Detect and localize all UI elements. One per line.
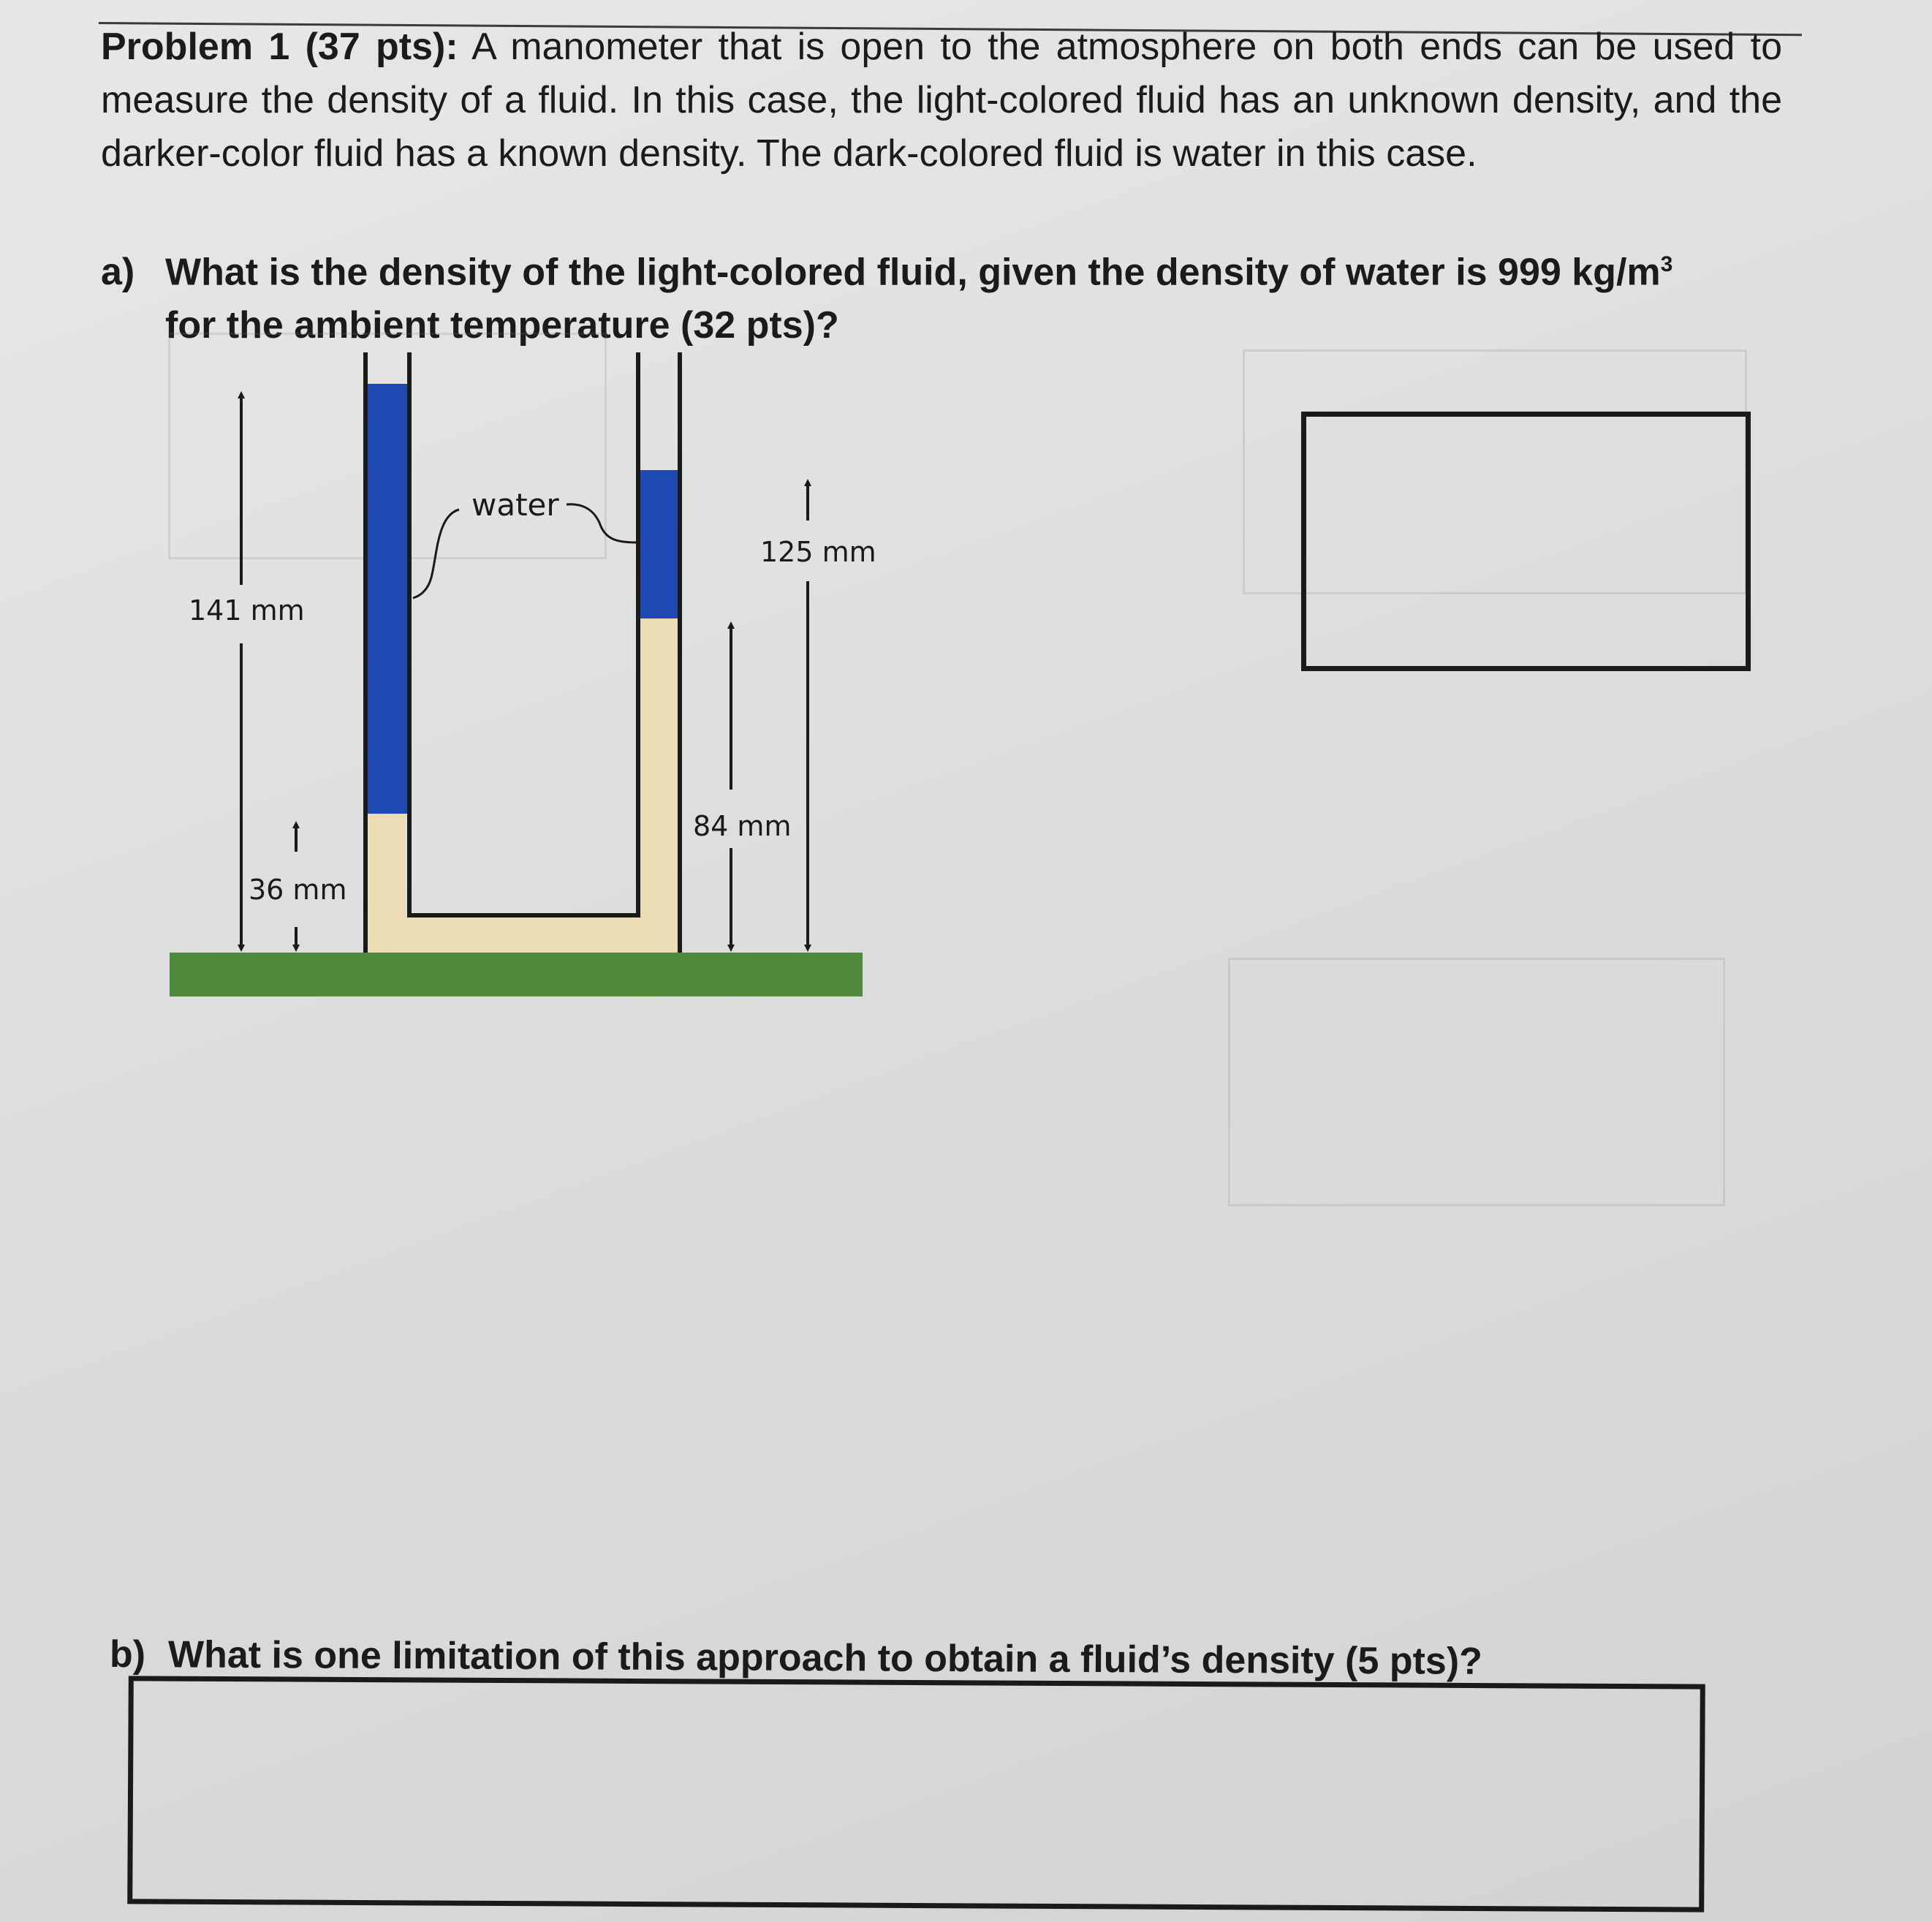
- part-a-answer-box[interactable]: [1301, 412, 1751, 671]
- ground-strip: [170, 953, 863, 996]
- part-a-text-line2: for the ambient temperature (32 pts)?: [165, 304, 839, 347]
- dim-125-label: 125 mm: [760, 536, 876, 568]
- water-label: water: [471, 487, 559, 523]
- water-leader-left: [413, 510, 459, 598]
- water-leader-right: [567, 504, 636, 542]
- part-b-answer-box[interactable]: [127, 1676, 1705, 1912]
- problem-body: A manometer that is open to the atmosphere on both ends can be used to measure the density of a fluid. In this case, the light-colored fluid has an unknown density, and the darker-color fluid has a known density. The dark-colored fluid is water in this case.: [101, 26, 1782, 175]
- dim-84-label: 84 mm: [693, 810, 792, 842]
- part-a-label: a): [101, 251, 135, 294]
- light-fluid: [365, 618, 678, 953]
- part-a-text-line1: What is the density of the light-colored fluid, given the density of water is 999 kg/m: [165, 251, 1661, 294]
- dim-36-label: 36 mm: [249, 874, 347, 906]
- part-a-superscript: 3: [1660, 252, 1673, 276]
- part-b-label: b): [109, 1633, 146, 1676]
- water-left-column: [365, 384, 408, 814]
- dim-141-label: 141 mm: [189, 594, 305, 627]
- part-b-text: What is one limitation of this approach to obtain a fluid’s density (5 pts)?: [167, 1633, 1483, 1683]
- water-right-column: [638, 470, 681, 618]
- problem-title: Problem 1 (37 pts):: [101, 26, 458, 68]
- u-tube-walls: [365, 352, 680, 953]
